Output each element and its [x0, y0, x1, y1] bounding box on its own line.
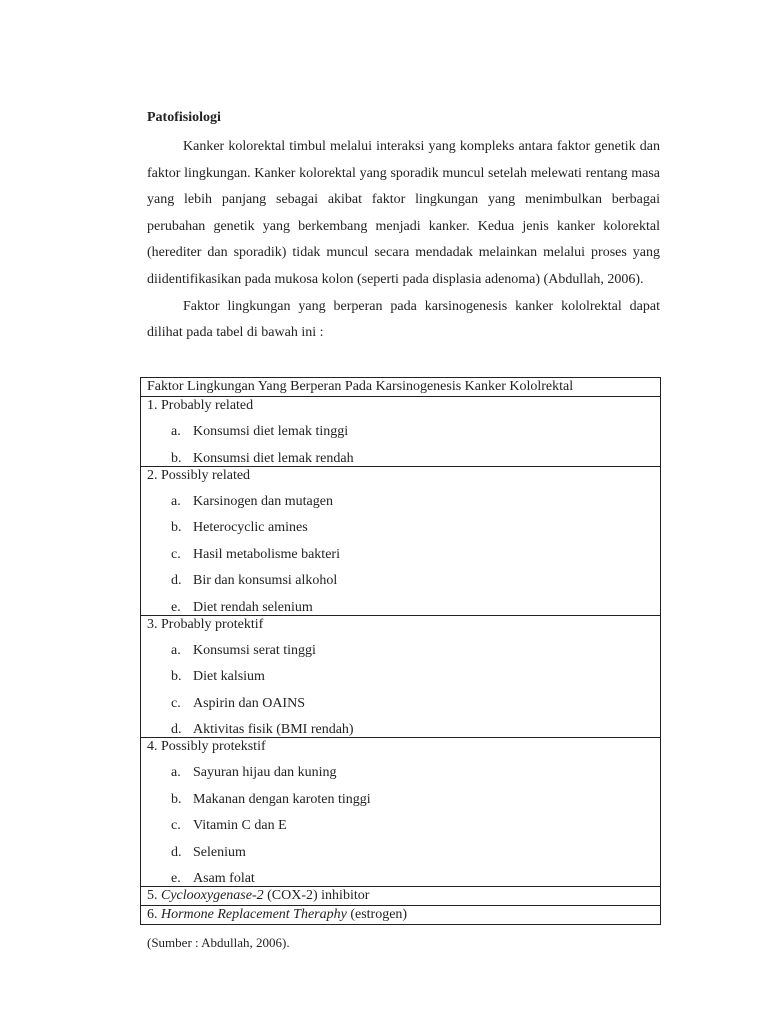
list-item: b. Heterocyclic amines [171, 520, 308, 535]
environmental-factors-table [140, 377, 661, 925]
row-cox2: 5. Cyclooxygenase-2 (COX-2) inhibitor [141, 887, 661, 906]
list-item: e. Diet rendah selenium [171, 599, 313, 615]
list-item: c. Aspirin dan OAINS [171, 695, 305, 711]
row-hrt: 6. Hormone Replacement Theraphy (estrogen) [141, 906, 661, 925]
list-item: b. Konsumsi diet lemak rendah [171, 450, 354, 466]
list-item: d. Selenium [171, 844, 246, 860]
group-title: 3. Probably protektif [147, 616, 264, 632]
list-item: c. Vitamin C dan E [171, 818, 287, 833]
list-item: a. Konsumsi serat tinggi [171, 642, 316, 658]
group-title: 1. Probably related [147, 398, 254, 413]
group-items [147, 764, 660, 886]
list-item: b. Diet kalsium [171, 669, 265, 684]
group-items [147, 423, 660, 466]
group-row-2 [141, 466, 661, 615]
document-body [147, 108, 660, 347]
list-item: d. Bir dan konsumsi alkohol [171, 573, 338, 588]
section-heading: Patofisiologi [147, 110, 221, 125]
table-header: Faktor Lingkungan Yang Berperan Pada Karsinogenesis Kanker Kololrektal [141, 378, 661, 397]
group-items [147, 493, 660, 615]
list-item: a. Karsinogen dan mutagen [171, 493, 333, 509]
source-citation: (Sumber : Abdullah, 2006). [147, 935, 290, 950]
group-items [147, 642, 660, 738]
group-row-1 [141, 397, 661, 467]
list-item: b. Makanan dengan karoten tinggi [171, 791, 371, 807]
group-row-4 [141, 738, 661, 887]
paragraph-2: Faktor lingkungan yang berperan pada karsinogenesis kanker kololrektal dapat dilihat pada tabel di bawah ini : [147, 298, 660, 341]
list-item: a. Sayuran hijau dan kuning [171, 765, 337, 780]
list-item: e. Asam folat [171, 871, 255, 886]
group-title: 4. Possibly protekstif [147, 739, 266, 754]
group-row-3 [141, 615, 661, 738]
group-title: 2. Possibly related [147, 467, 251, 483]
italic-term: Hormone Replacement Theraphy [161, 907, 347, 922]
list-item: d. Aktivitas fisik (BMI rendah) [171, 722, 354, 737]
paragraph-1: Kanker kolorektal timbul melalui interaksi yang kompleks antara faktor genetik dan faktor lingkungan. Kanker kolorektal yang sporadik muncul setelah melewati rentang masa yang lebih panjang sebagai akibat faktor lingkungan yang menimbulkan berbagai perubahan genetik yang berkembang menjadi kanker. Kedua jenis kanker kolorektal (herediter dan sporadik) tidak muncul secara mendadak melainkan melalui proses yang diidentifikasikan pada mukosa kolon (seperti pada displasia adenoma) (Abdullah, 2006). [147, 139, 660, 287]
list-item: c. Hasil metabolisme bakteri [171, 546, 340, 562]
table-header-row [141, 378, 661, 397]
italic-term: Cyclooxygenase-2 [161, 888, 264, 903]
list-item: a. Konsumsi diet lemak tinggi [171, 424, 349, 439]
